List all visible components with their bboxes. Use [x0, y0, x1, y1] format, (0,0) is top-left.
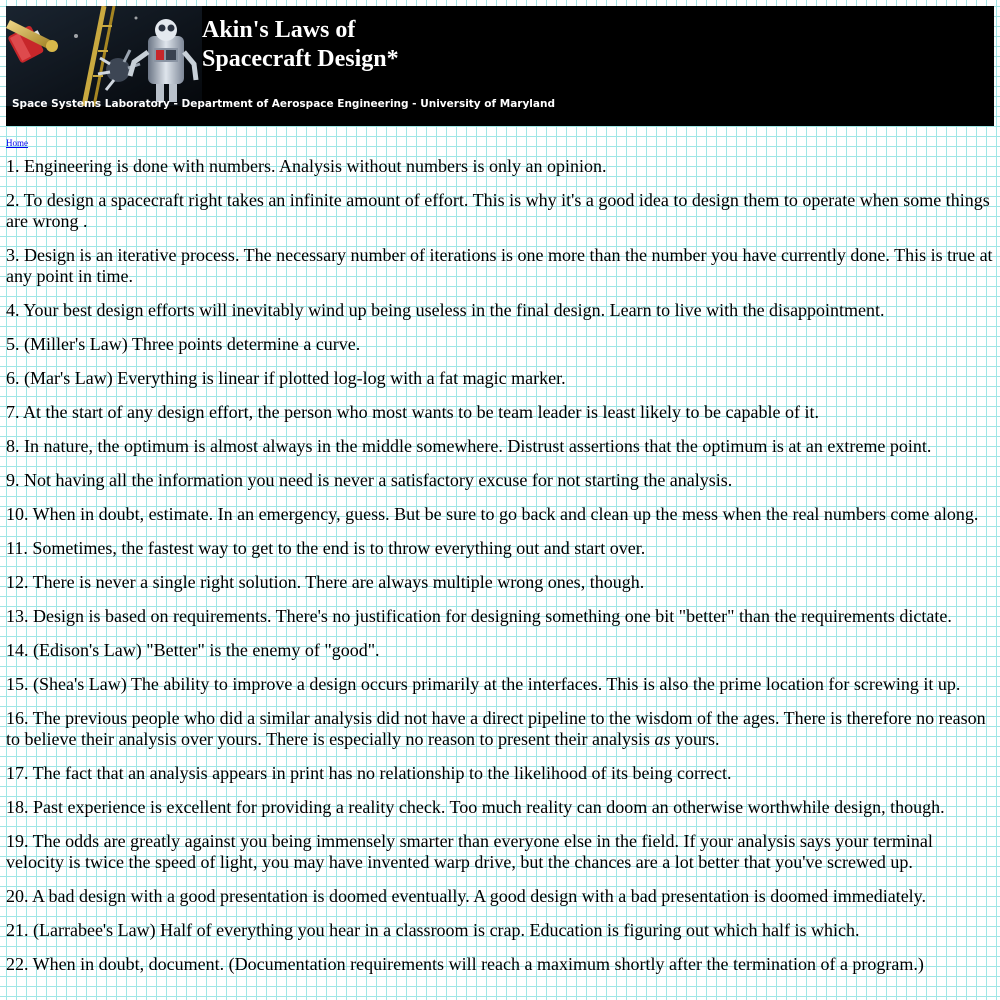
law-item: 14. (Edison's Law) "Better" is the enemy of "good".	[6, 640, 380, 660]
spacecraft-robot-illustration	[6, 6, 202, 106]
law-item: 15. (Shea's Law) The ability to improve a design occurs primarily at the interfaces. This is also the prime location for screwing it up.	[6, 674, 961, 694]
law-text-tail: yours.	[670, 729, 720, 749]
header-banner	[6, 6, 994, 126]
law-item: 19. The odds are greatly against you being immensely smarter than everyone else in the field. If your analysis says your terminal velocity is twice the speed of light, you may have invented warp drive, but the chances are a lot better that you've screwed up.	[6, 831, 933, 872]
law-item: 6. (Mar's Law) Everything is linear if plotted log-log with a fat magic marker.	[6, 368, 566, 388]
law-item: 13. Design is based on requirements. There's no justification for designing something one bit "better" than the requirements dictate.	[6, 606, 952, 626]
page-title-line-1: Akin's Laws of	[202, 17, 356, 43]
law-item: 21. (Larrabee's Law) Half of everything you hear in a classroom is crap. Education is figuring out which half is which.	[6, 920, 860, 940]
law-item: 11. Sometimes, the fastest way to get to the end is to throw everything out and start over.	[6, 538, 646, 558]
home-link[interactable]: Home	[6, 138, 28, 148]
law-item: 1. Engineering is done with numbers. Analysis without numbers is only an opinion.	[6, 156, 607, 176]
page-title	[202, 16, 399, 74]
law-item: 17. The fact that an analysis appears in print has no relationship to the likelihood of its being correct.	[6, 763, 732, 783]
law-item: 18. Past experience is excellent for providing a reality check. Too much reality can doom an otherwise worthwhile design, though.	[6, 797, 945, 817]
law-text: 16. The previous people who did a similar analysis did not have a direct pipeline to the wisdom of the ages. There is therefore no reason to believe their analysis over yours. There is especially no reason to present their analysis	[6, 708, 986, 749]
law-item: 2. To design a spacecraft right takes an infinite amount of effort. This is why it's a good idea to design them to operate when some things are wrong .	[6, 190, 990, 231]
laws-list	[6, 156, 994, 988]
law-emphasis: as	[654, 729, 671, 749]
law-item: 22. When in doubt, document. (Documentation requirements will reach a maximum shortly after the termination of a program.)	[6, 954, 924, 974]
law-item: 20. A bad design with a good presentation is doomed eventually. A good design with a bad presentation is doomed immediately.	[6, 886, 927, 906]
law-item: 7. At the start of any design effort, the person who most wants to be team leader is least likely to be capable of it.	[6, 402, 819, 422]
law-item: 5. (Miller's Law) Three points determine a curve.	[6, 334, 361, 354]
law-item: 3. Design is an iterative process. The necessary number of iterations is one more than the number you have currently done. This is true at any point in time.	[6, 245, 993, 286]
law-item	[6, 708, 994, 750]
law-item: 4. Your best design efforts will inevitably wind up being useless in the final design. Learn to live with the disappointment.	[6, 300, 885, 320]
law-item: 9. Not having all the information you need is never a satisfactory excuse for not starting the analysis.	[6, 470, 733, 490]
law-item: 12. There is never a single right solution. There are always multiple wrong ones, though.	[6, 572, 645, 592]
institution-subtitle: Space Systems Laboratory - Department of Aerospace Engineering - University of Maryland	[12, 98, 555, 110]
law-item: 8. In nature, the optimum is almost always in the middle somewhere. Distrust assertions that the optimum is at an extreme point.	[6, 436, 932, 456]
page-title-line-2: Spacecraft Design*	[202, 46, 399, 72]
law-item: 10. When in doubt, estimate. In an emergency, guess. But be sure to go back and clean up the mess when the real numbers come along.	[6, 504, 979, 524]
